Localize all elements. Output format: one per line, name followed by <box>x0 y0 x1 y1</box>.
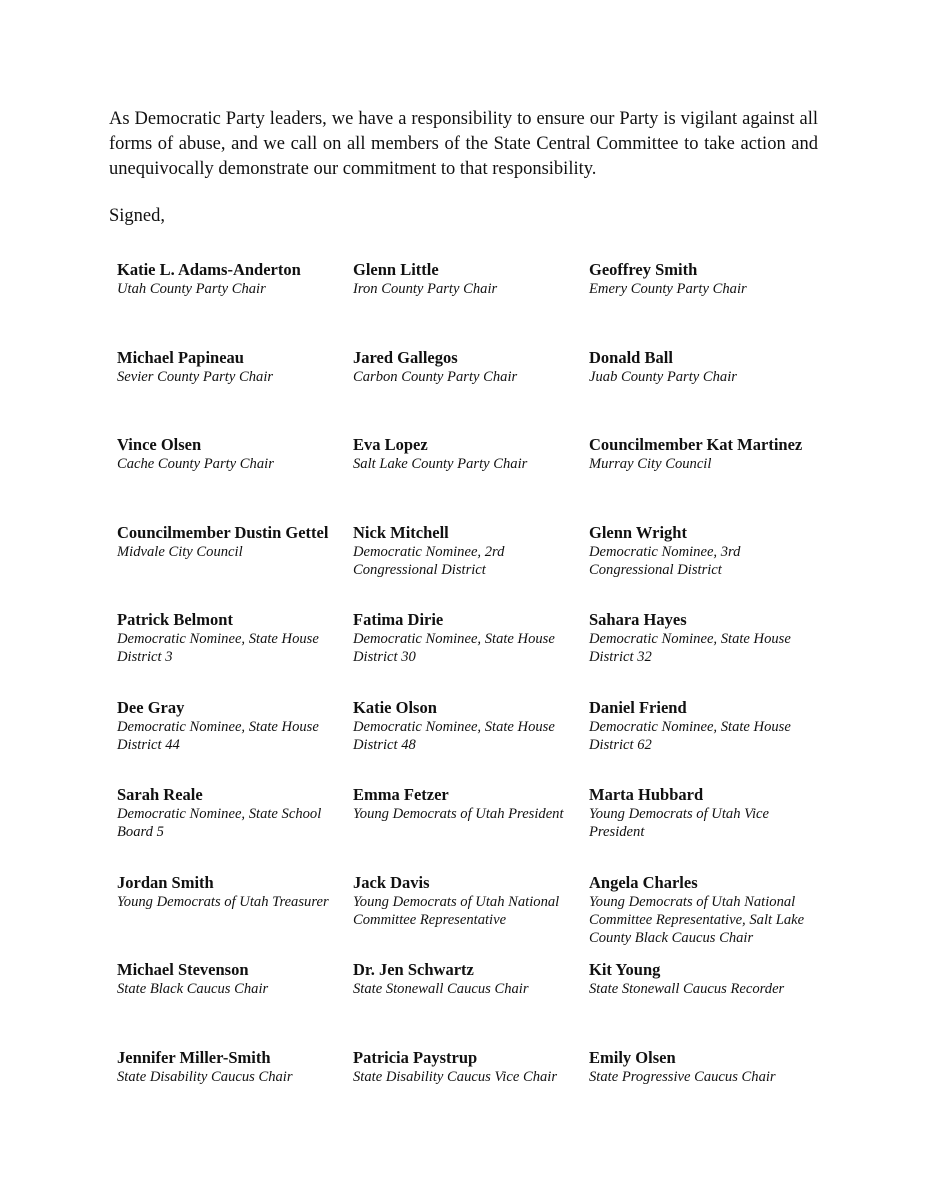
signatory-title: State Stonewall Caucus Recorder <box>589 981 785 997</box>
signatory-title: Salt Lake County Party Chair <box>353 456 528 472</box>
signatory-name: Vince Olsen <box>117 435 202 454</box>
signatory-title: Democratic Nominee, State School Board 5 <box>117 806 322 840</box>
signatory-title: Young Democrats of Utah Vice President <box>589 806 769 840</box>
signatory-name: Geoffrey Smith <box>589 260 698 279</box>
signatory-block <box>353 610 589 698</box>
signatory-block <box>353 523 589 611</box>
signatory-block <box>353 435 589 523</box>
signatory-title: Young Democrats of Utah National Committee Representative <box>353 893 560 928</box>
signatory-title: Young Democrats of Utah Treasurer <box>117 893 329 910</box>
signatory-name: Jack Davis <box>353 872 430 892</box>
signatory-title: Democratic Nominee, State House District 3 <box>117 631 319 665</box>
signatory-block <box>117 260 353 348</box>
signatory-name: Eva Lopez <box>353 435 428 454</box>
signatory-title: Emery County Party Chair <box>589 281 747 297</box>
signatory-title: State Stonewall Caucus Chair <box>353 981 529 997</box>
signatory-name: Daniel Friend <box>589 697 687 717</box>
signatory-name: Councilmember Kat Martinez <box>589 435 803 454</box>
signatory-title: Midvale City Council <box>117 543 243 560</box>
signatory-title: Young Democrats of Utah President <box>353 806 564 822</box>
signatory-title: Iron County Party Chair <box>353 281 498 297</box>
signatory-name: Michael Stevenson <box>117 960 249 979</box>
signatory-block <box>589 873 825 961</box>
signatory-block <box>589 523 825 611</box>
signatory-block <box>353 873 589 961</box>
signatory-name: Angela Charles <box>589 872 698 892</box>
signatory-name: Emily Olsen <box>589 1047 676 1067</box>
signatory-title: State Black Caucus Chair <box>117 981 269 997</box>
signatory-block <box>117 1048 353 1136</box>
signatory-title: Juab County Party Chair <box>589 368 737 385</box>
signatory-block <box>589 785 825 873</box>
signatory-title: Utah County Party Chair <box>117 281 266 297</box>
signatory-title: Democratic Nominee, 3rd Congressional District <box>589 543 741 578</box>
signatory-title: State Disability Caucus Chair <box>117 1068 293 1085</box>
signatory-title: Democratic Nominee, State House District 44 <box>117 718 319 753</box>
signatory-block <box>117 698 353 786</box>
signatory-title: State Progressive Caucus Chair <box>589 1068 776 1085</box>
signatory-block <box>117 610 353 698</box>
signatory-block <box>353 260 589 348</box>
signatory-block <box>353 348 589 436</box>
signatory-block <box>589 960 825 1048</box>
signatory-block <box>117 785 353 873</box>
signatory-name: Sarah Reale <box>117 785 203 804</box>
signatory-name: Glenn Wright <box>589 522 687 542</box>
signatory-block <box>353 960 589 1048</box>
signatory-name: Marta Hubbard <box>589 785 704 804</box>
signatory-name: Glenn Little <box>353 260 439 279</box>
signatory-name: Fatima Dirie <box>353 610 444 629</box>
signatory-name: Katie L. Adams-Anderton <box>117 260 301 279</box>
signatory-name: Sahara Hayes <box>589 610 687 629</box>
signatory-block <box>117 348 353 436</box>
signatory-name: Dr. Jen Schwartz <box>353 960 474 979</box>
signatory-title: Democratic Nominee, State House District 32 <box>589 631 791 665</box>
signatory-name: Donald Ball <box>589 347 673 367</box>
signatory-title: Democratic Nominee, 2rd Congressional District <box>353 543 505 578</box>
signatory-name: Katie Olson <box>353 697 437 717</box>
intro-paragraph: As Democratic Party leaders, we have a responsibility to ensure our Party is vigilant against all forms of abuse, and we call on all members of the State Central Committee to take action and unequivocally demonstrate our commitment to that responsibility. <box>109 109 818 179</box>
signatory-title: Democratic Nominee, State House District 62 <box>589 718 791 753</box>
signatory-block <box>589 698 825 786</box>
signatory-block <box>117 873 353 961</box>
signatory-title: Murray City Council <box>589 456 712 472</box>
signatory-block <box>589 1048 825 1136</box>
signatory-name: Nick Mitchell <box>353 522 449 542</box>
signatory-block <box>353 698 589 786</box>
signatory-title: Democratic Nominee, State House District 48 <box>353 718 555 753</box>
signatory-block <box>353 785 589 873</box>
signatory-name: Jennifer Miller-Smith <box>117 1047 271 1067</box>
signatory-block <box>589 435 825 523</box>
signatory-name: Emma Fetzer <box>353 785 449 804</box>
signatory-block <box>353 1048 589 1136</box>
signatory-title: Young Democrats of Utah National Committee Representative, Salt Lake County Black Caucus Chair <box>589 893 805 946</box>
signatory-block <box>589 260 825 348</box>
signatory-name: Patrick Belmont <box>117 610 233 629</box>
signed-label: Signed, <box>109 206 166 226</box>
signatory-title: Sevier County Party Chair <box>117 368 274 385</box>
signatory-title: Democratic Nominee, State House District 30 <box>353 631 555 665</box>
signatory-title: Cache County Party Chair <box>117 456 274 472</box>
signatory-name: Patricia Paystrup <box>353 1047 478 1067</box>
signatory-name: Kit Young <box>589 960 661 979</box>
signatories-grid <box>117 260 837 1135</box>
signatory-title: State Disability Caucus Vice Chair <box>353 1068 558 1085</box>
signatory-title: Carbon County Party Chair <box>353 368 518 385</box>
signatory-name: Michael Papineau <box>117 347 244 367</box>
signatory-block <box>589 610 825 698</box>
signatory-block <box>117 523 353 611</box>
signatory-block <box>589 348 825 436</box>
signatory-name: Councilmember Dustin Gettel <box>117 522 329 542</box>
signatory-name: Jordan Smith <box>117 872 214 892</box>
signatory-name: Dee Gray <box>117 697 185 717</box>
signatory-block <box>117 435 353 523</box>
signatory-name: Jared Gallegos <box>353 347 458 367</box>
signatory-block <box>117 960 353 1048</box>
